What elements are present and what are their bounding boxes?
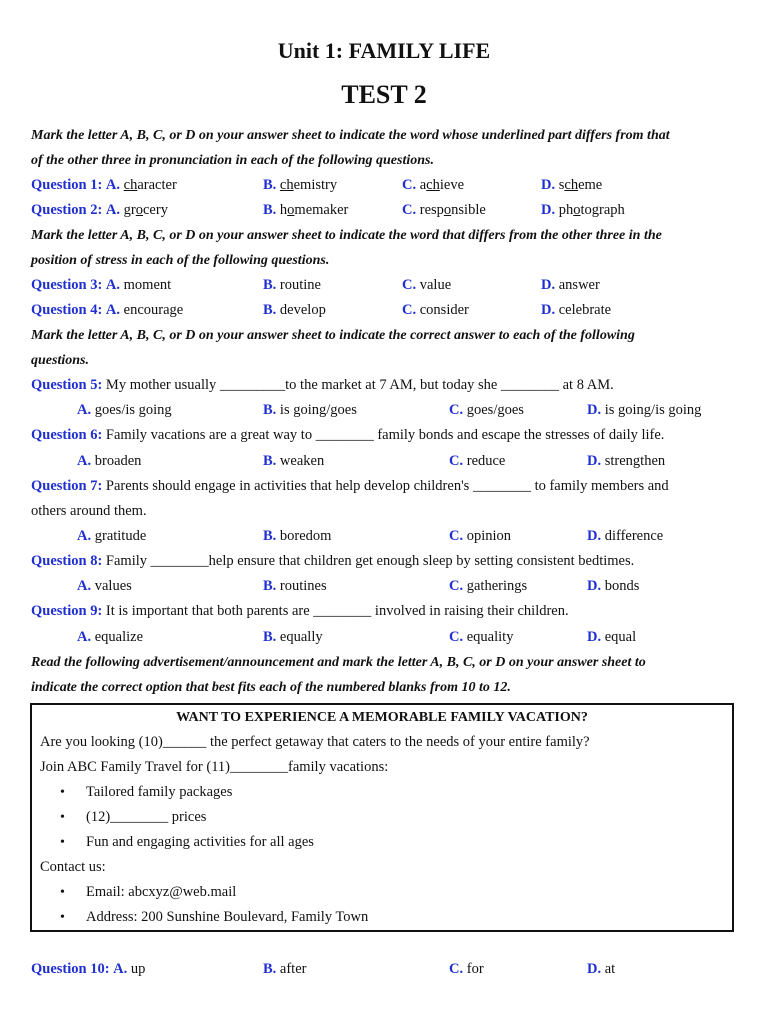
option-a[interactable]: A. values [77,578,132,594]
ad-bullet-item: • Tailored family packages [40,780,640,805]
bullet-icon: • [60,835,65,850]
bullet-icon: • [60,785,65,800]
option-b[interactable]: B. weaken [263,453,325,469]
question-label: Question 4: [31,302,103,318]
question-text: Family vacations are a great way to ________ family bonds and escape the stresses of daily life. [105,427,665,443]
option-c[interactable]: C. for [449,961,484,977]
section1-instruction-line1: Mark the letter A, B, C, or D on your answer sheet to indicate the word whose underlined part differs from that [31,128,670,143]
option-c[interactable]: C. value [402,277,452,293]
option-c[interactable]: C. consider [402,302,469,318]
question-7-options [31,524,741,549]
bullet-icon: • [60,885,65,900]
option-b[interactable]: B. develop [263,302,326,318]
question-label: Question 9: [31,603,103,619]
ad-bullet-item: • (12)________ prices [40,805,640,830]
option-d[interactable]: D. scheme [541,177,603,193]
option-b[interactable]: B. homemaker [263,202,349,218]
question-label: Question 10: [31,961,110,977]
ad-bullet-item: • Fun and engaging activities for all ages [40,830,640,855]
option-d[interactable]: D. answer [541,277,600,293]
section3-instruction-line2: questions. [31,353,89,368]
option-d[interactable]: D. equal [587,629,637,645]
option-d[interactable]: D. at [587,961,616,977]
section2-instruction-line2: position of stress in each of the following questions. [31,253,330,268]
ad-bullet-item: • Email: abcxyz@web.mail [40,880,640,905]
option-b[interactable]: B. routines [263,578,327,594]
question-text: My mother usually _________to the market at 7 AM, but today she ________ at 8 AM. [105,377,614,393]
question-text: Parents should engage in activities that help develop children's ________ to family members and [105,478,669,494]
question-text: It is important that both parents are ________ involved in raising their children. [105,603,569,619]
question-label: Question 8: [31,553,103,569]
option-a[interactable]: A. goes/is going [77,402,172,418]
question-label: Question 2: [31,202,103,218]
question-label: Question 7: [31,478,103,494]
question-3 [31,273,741,298]
option-a[interactable]: A. up [113,961,146,977]
option-b[interactable]: B. after [263,961,307,977]
ad-title: WANT TO EXPERIENCE A MEMORABLE FAMILY VACATION? [176,710,588,725]
option-d[interactable]: D. celebrate [541,302,612,318]
question-8-stem [31,549,741,574]
unit-title: Unit 1: FAMILY LIFE [277,38,491,63]
option-a[interactable]: A. encourage [105,302,184,318]
question-7-stem-continued: others around them. [31,503,147,519]
option-d[interactable]: D. strengthen [587,453,666,469]
question-9-stem [31,599,741,624]
option-b[interactable]: B. is going/goes [263,402,357,418]
question-5-options [31,398,741,423]
question-text: Family ________help ensure that children get enough sleep by setting consistent bedtimes. [105,553,635,569]
question-6-stem [31,423,741,448]
ad-line-1: Are you looking (10)______ the perfect getaway that caters to the needs of your entire family? [40,734,590,750]
option-a[interactable]: A. character [105,177,177,193]
section2-instruction-line1: Mark the letter A, B, C, or D on your answer sheet to indicate the word that differs from the other three in the [31,228,662,243]
question-5-stem [31,373,741,398]
test-title: TEST 2 [341,80,427,109]
question-4 [31,298,741,323]
option-d[interactable]: D. difference [587,528,664,544]
question-label: Question 5: [31,377,103,393]
ad-contact-label: Contact us: [40,859,106,875]
question-label: Question 3: [31,277,103,293]
ad-bullet-item: • Address: 200 Sunshine Boulevard, Family Town [40,905,640,930]
option-c[interactable]: C. reduce [449,453,506,469]
option-c[interactable]: C. achieve [402,177,465,193]
question-10 [31,957,741,982]
ad-line-2: Join ABC Family Travel for (11)________family vacations: [40,759,389,775]
question-6-options [31,449,741,474]
question-9-options [31,625,741,650]
question-label: Question 6: [31,427,103,443]
advertisement-box [30,703,734,932]
option-c[interactable]: C. responsible [402,202,486,218]
option-b[interactable]: B. boredom [263,528,332,544]
option-a[interactable]: A. grocery [105,202,168,218]
question-7-stem [31,474,741,499]
option-c[interactable]: C. goes/goes [449,402,524,418]
option-d[interactable]: D. is going/is going [587,402,702,418]
question-1 [31,173,741,198]
option-d[interactable]: D. photograph [541,202,625,218]
option-a[interactable]: A. gratitude [77,528,147,544]
option-c[interactable]: C. gatherings [449,578,528,594]
option-a[interactable]: A. moment [105,277,172,293]
question-2 [31,198,741,223]
option-c[interactable]: C. equality [449,629,514,645]
option-b[interactable]: B. chemistry [263,177,338,193]
section4-instruction-line1: Read the following advertisement/announcement and mark the letter A, B, C, or D on your answer sheet to [31,655,646,670]
section3-instruction-line1: Mark the letter A, B, C, or D on your answer sheet to indicate the correct answer to each of the following [31,328,635,343]
bullet-icon: • [60,810,65,825]
section4-instruction-line2: indicate the correct option that best fits each of the numbered blanks from 10 to 12. [31,680,511,695]
option-c[interactable]: C. opinion [449,528,512,544]
option-d[interactable]: D. bonds [587,578,640,594]
option-b[interactable]: B. equally [263,629,323,645]
option-b[interactable]: B. routine [263,277,321,293]
section1-instruction-line2: of the other three in pronunciation in each of the following questions. [31,153,434,168]
bullet-icon: • [60,910,65,925]
option-a[interactable]: A. broaden [77,453,142,469]
question-8-options [31,574,741,599]
question-label: Question 1: [31,177,103,193]
option-a[interactable]: A. equalize [77,629,144,645]
